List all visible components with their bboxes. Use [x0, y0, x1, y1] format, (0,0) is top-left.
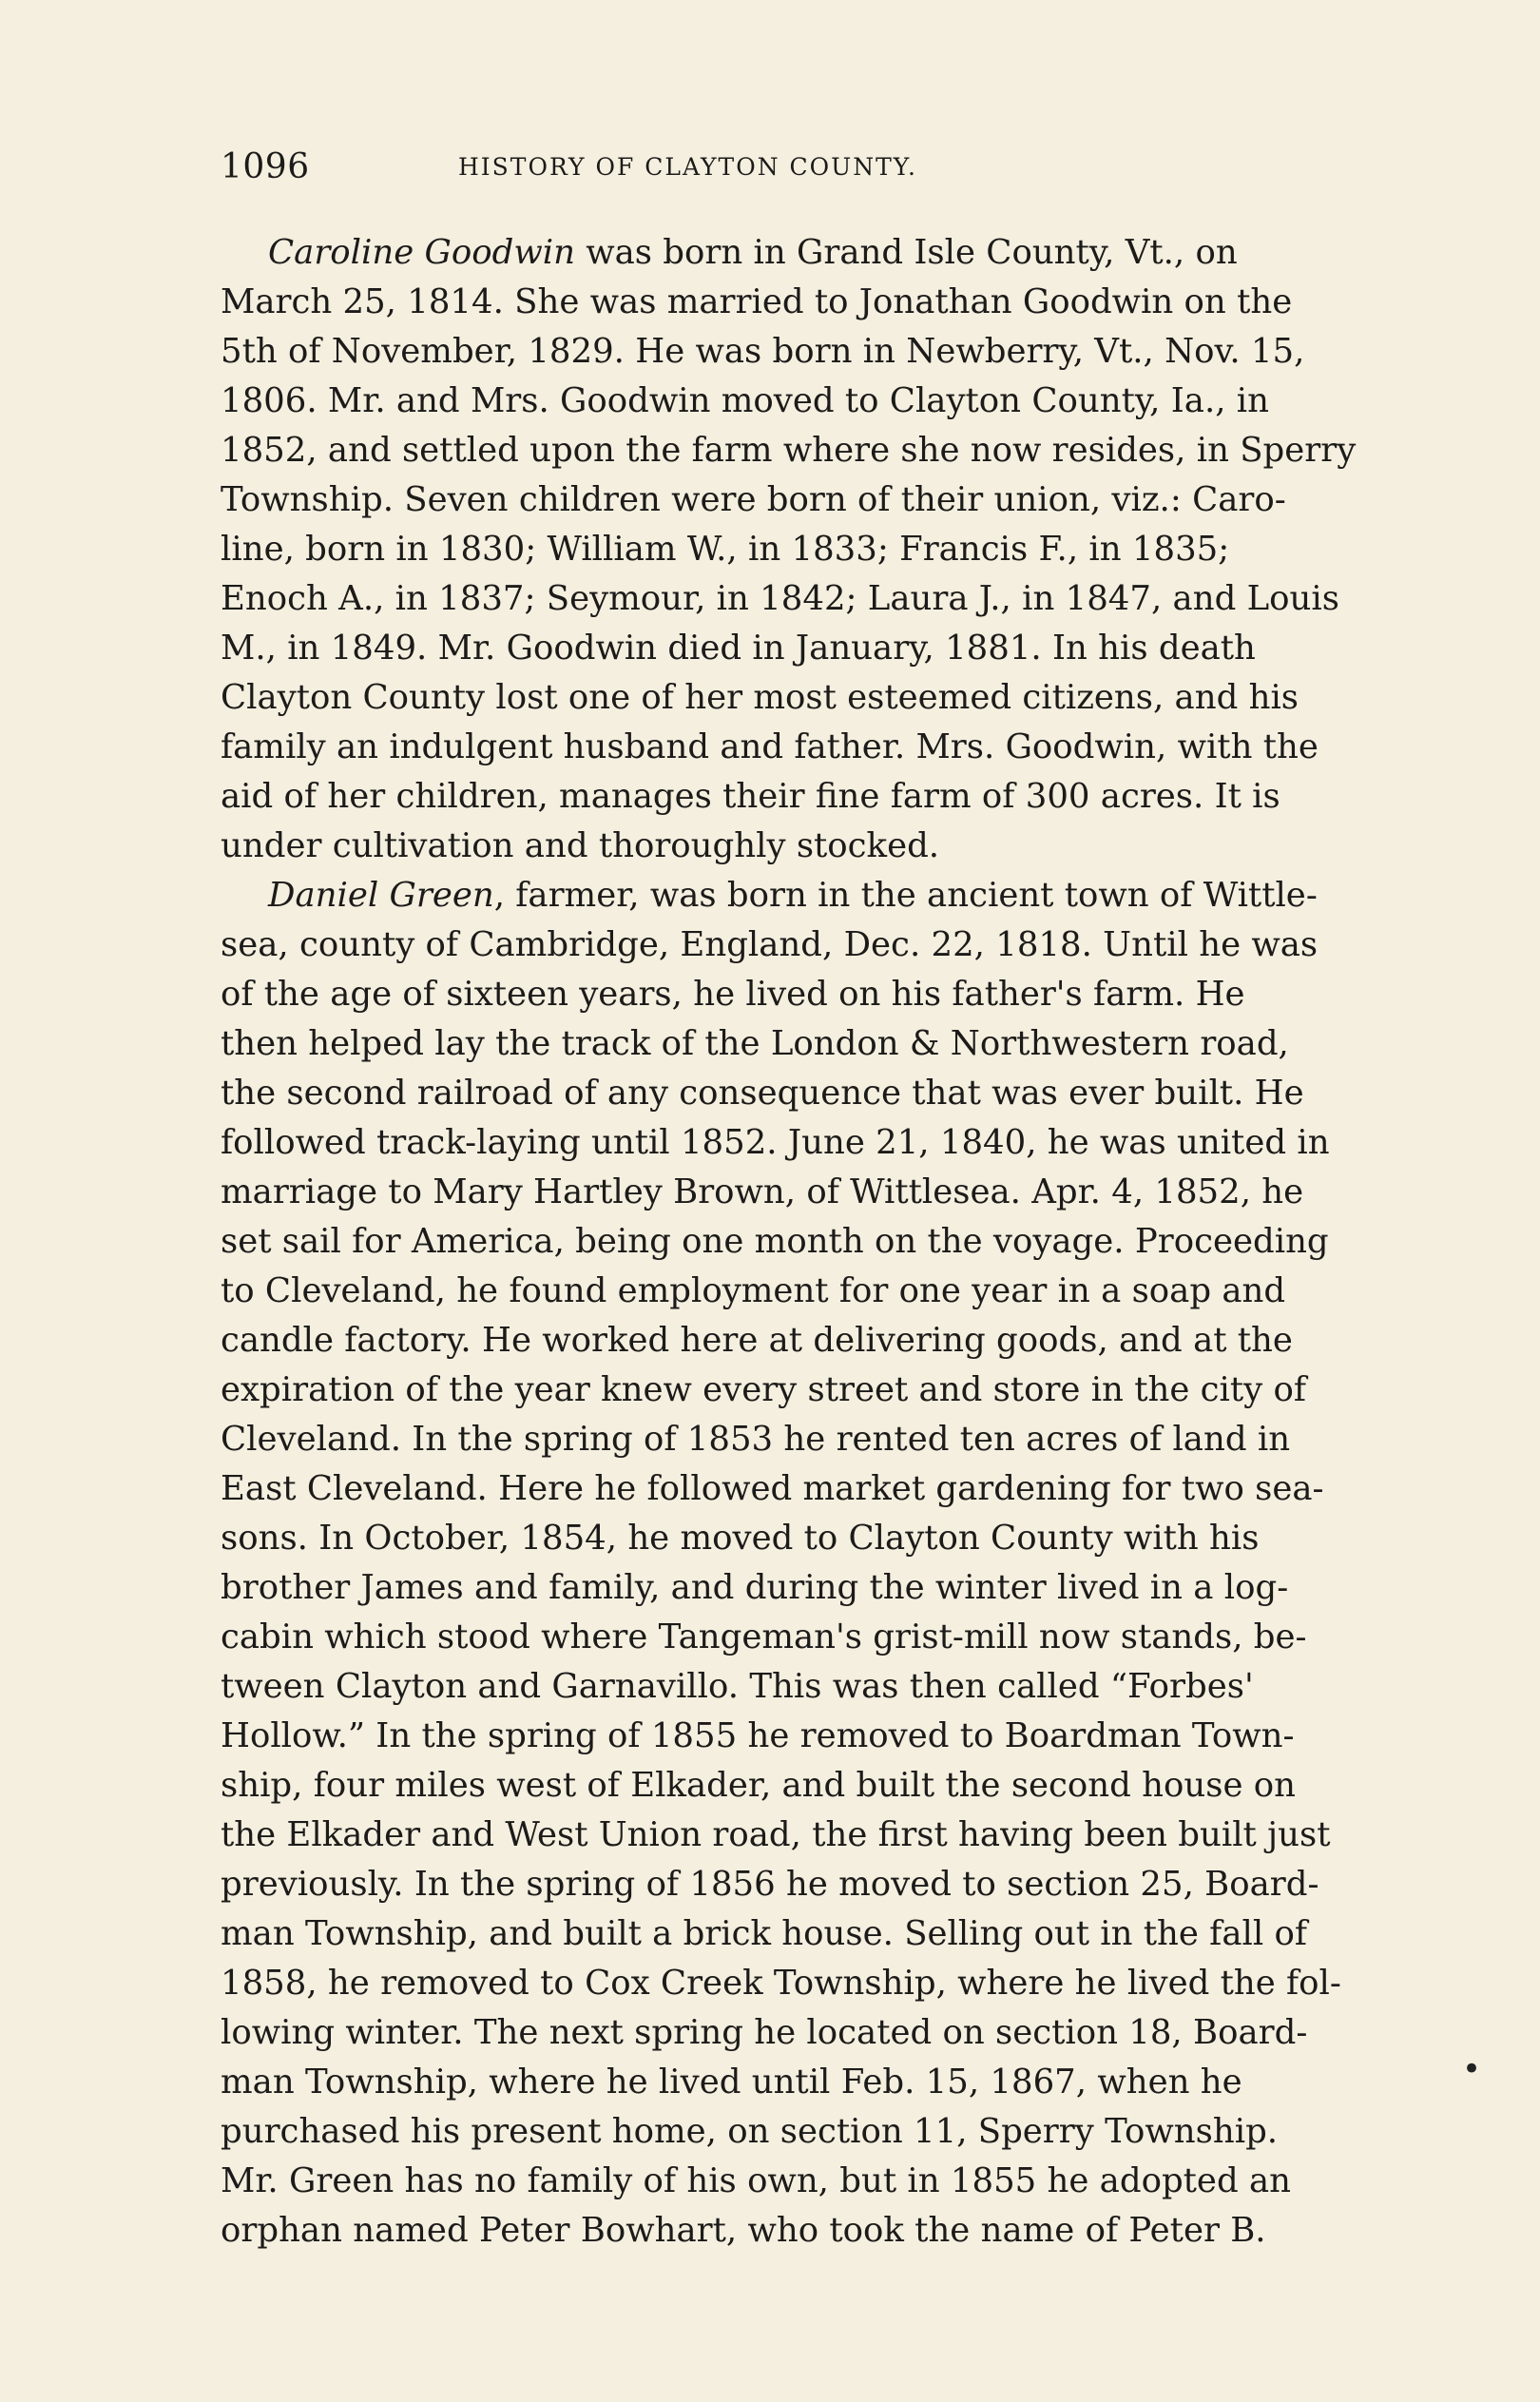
text-line: the Elkader and West Union road, the first having been built just: [221, 1815, 1331, 1854]
entry-goodwin-first-line: [268, 228, 1238, 278]
text-line: 1858, he removed to Cox Creek Township, where he lived the fol-: [221, 1964, 1341, 2003]
text-line: 5th of November, 1829. He was born in Newberry, Vt., Nov. 15,: [221, 332, 1305, 371]
page-number: 1096: [221, 147, 310, 186]
text-line: orphan named Peter Bowhart, who took the name of Peter B.: [221, 2211, 1266, 2250]
text-line: set sail for America, being one month on the voyage. Proceeding: [221, 1222, 1329, 1261]
text-segment: was born in Grand Isle County, Vt., on: [574, 233, 1238, 272]
person-name: Caroline Goodwin: [268, 233, 575, 272]
text-line: tween Clayton and Garnavillo. This was then called “Forbes': [221, 1667, 1254, 1706]
text-line: of the age of sixteen years, he lived on his father's farm. He: [221, 975, 1245, 1014]
text-line: the second railroad of any consequence that was ever built. He: [221, 1074, 1304, 1113]
text-line: man Township, where he lived until Feb. 15, 1867, when he: [221, 2063, 1242, 2102]
text-line: to Cleveland, he found employment for one year in a soap and: [221, 1271, 1286, 1310]
text-line: East Cleveland. Here he followed market gardening for two sea-: [221, 1469, 1324, 1508]
text-line: family an indulgent husband and father. Mrs. Goodwin, with the: [221, 727, 1319, 766]
text-line: man Township, and built a brick house. Selling out in the fall of: [221, 1914, 1307, 1953]
text-line: followed track-laying until 1852. June 21, 1840, he was united in: [221, 1123, 1330, 1162]
text-line: brother James and family, and during the winter lived in a log-: [221, 1568, 1289, 1607]
text-line: Hollow.” In the spring of 1855 he removed to Boardman Town-: [221, 1716, 1295, 1755]
text-line: Clayton County lost one of her most esteemed citizens, and his: [221, 678, 1299, 717]
margin-mark: •: [1462, 2050, 1482, 2088]
text-line: aid of her children, manages their fine farm of 300 acres. It is: [221, 777, 1280, 816]
text-line: previously. In the spring of 1856 he moved to section 25, Board-: [221, 1865, 1319, 1904]
text-line: March 25, 1814. She was married to Jonathan Goodwin on the: [221, 282, 1293, 321]
text-line: expiration of the year knew every street and store in the city of: [221, 1370, 1306, 1409]
text-line: lowing winter. The next spring he located on section 18, Board-: [221, 2013, 1308, 2052]
text-line: purchased his present home, on section 11, Sperry Township.: [221, 2112, 1279, 2151]
entry-green-first-line: [268, 871, 1318, 920]
text-line: Enoch A., in 1837; Seymour, in 1842; Laura J., in 1847, and Louis: [221, 579, 1339, 618]
text-segment: , farmer, was born in the ancient town of Wittle-: [493, 876, 1318, 915]
text-line: line, born in 1830; William W., in 1833; Francis F., in 1835;: [221, 530, 1230, 569]
text-line: under cultivation and thoroughly stocked.: [221, 826, 940, 865]
text-line: 1852, and settled upon the farm where she now resides, in Sperry: [221, 431, 1357, 470]
text-line: Township. Seven children were born of their union, viz.: Caro-: [221, 480, 1286, 519]
text-line: candle factory. He worked here at delivering goods, and at the: [221, 1321, 1293, 1360]
person-name: Daniel Green: [268, 876, 494, 915]
text-line: then helped lay the track of the London & Northwestern road,: [221, 1024, 1289, 1063]
text-line: marriage to Mary Hartley Brown, of Wittlesea. Apr. 4, 1852, he: [221, 1172, 1304, 1211]
text-line: Cleveland. In the spring of 1853 he rented ten acres of land in: [221, 1420, 1291, 1459]
text-line: sons. In October, 1854, he moved to Clayton County with his: [221, 1519, 1260, 1558]
page-header: [221, 143, 1399, 192]
running-title: HISTORY OF CLAYTON COUNTY.: [458, 153, 918, 181]
text-line: Mr. Green has no family of his own, but in 1855 he adopted an: [221, 2161, 1291, 2200]
text-line: M., in 1849. Mr. Goodwin died in January, 1881. In his death: [221, 629, 1256, 668]
biography-text: [221, 228, 1409, 2250]
text-line: 1806. Mr. and Mrs. Goodwin moved to Clayton County, Ia., in: [221, 381, 1270, 420]
text-line: cabin which stood where Tangeman's grist-mill now stands, be-: [221, 1617, 1307, 1656]
text-line: ship, four miles west of Elkader, and built the second house on: [221, 1766, 1297, 1805]
text-line: sea, county of Cambridge, England, Dec. 22, 1818. Until he was: [221, 925, 1319, 964]
